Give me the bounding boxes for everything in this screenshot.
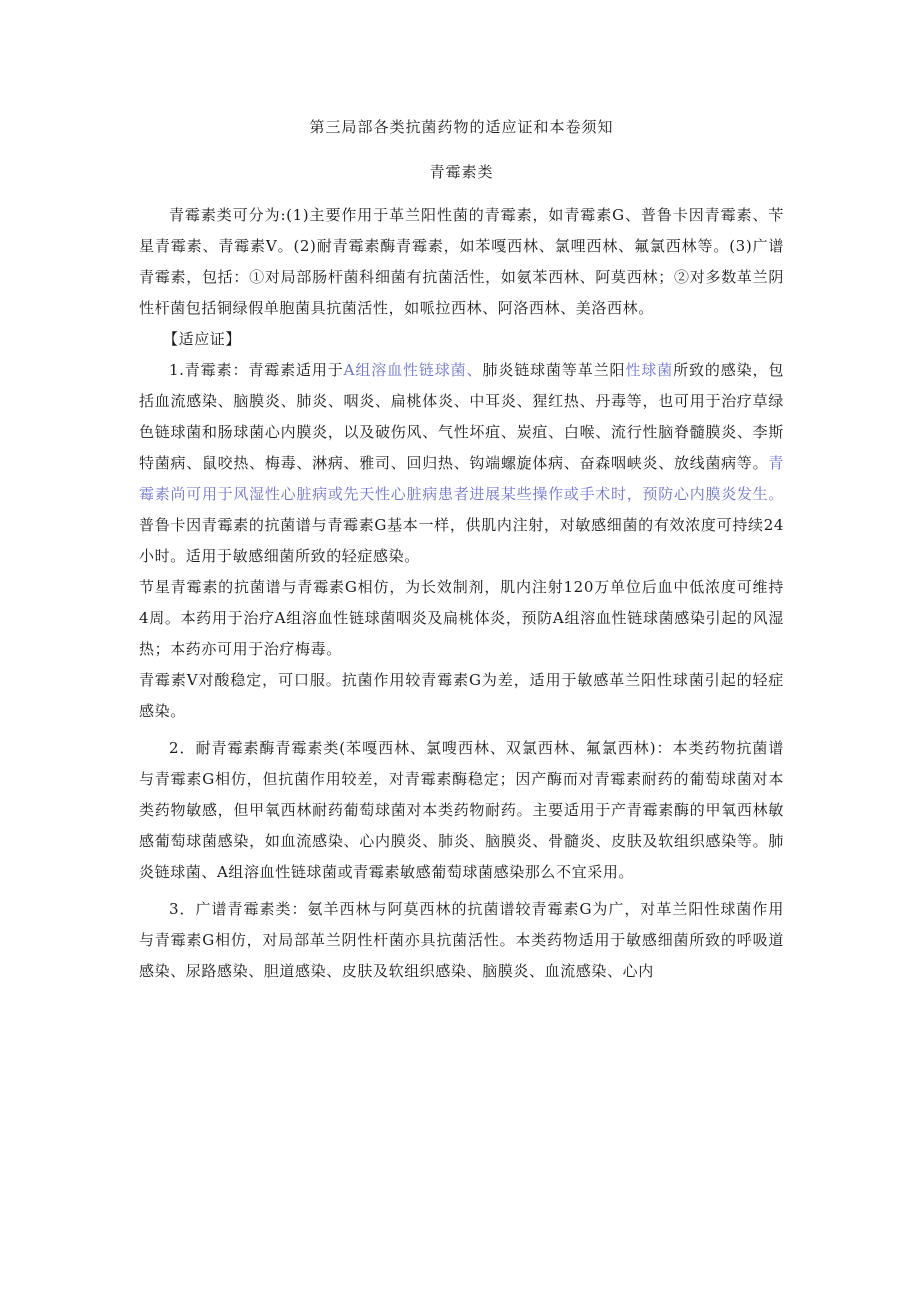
penicillin-text-e: 所致的感染，包括血流感染、脑膜炎、肺炎、咽炎、扁桃体炎、中耳炎、猩红热、丹毒等，也可用于治疗草绿色链球菌和肠球菌心内膜炎，以及破伤风、气性坏疽、炭疽、白喉、流行性脑脊髓膜炎、李斯特菌病、鼠咬热、梅毒、淋病、雅司、回归热、钩端螺旋体病、奋森咽峡炎、放线菌病等。 xyxy=(139,361,785,472)
broad-spectrum-paragraph: 3．广谱青霉素类：氨羊西林与阿莫西林的抗菌谱较青霉素G为广，对革兰阳性球菌作用与青霉素G相仿，对局部革兰阴性杆菌亦具抗菌活性。本类药物适用于敏感细菌所致的呼吸道感染、尿路感染、胆道感染、皮肤及软组织感染、脑膜炎、血流感染、心内 xyxy=(139,900,784,980)
document-body xyxy=(139,200,784,987)
highlight-group-a-strep: A组溶血性链球菌、 xyxy=(343,361,483,379)
penicillin-paragraph xyxy=(139,355,784,572)
penicillin-v-paragraph: 青霉素V对酸稳定，可口服。抗菌作用较青霉素G为差，适用于敏感革兰阳性球菌引起的轻症感染。 xyxy=(139,671,784,720)
highlight-endocarditis-prevention: 青霉素尚可用于风湿性心脏病或先天性心脏病患者进展某些操作或手术时，预防心内膜炎发生。 xyxy=(139,454,784,503)
penicillin-text-g: 普鲁卡因青霉素的抗菌谱与青霉素G基本一样，供肌内注射，对敏感细菌的有效浓度可持续24小时。适用于敏感细菌所致的轻症感染。 xyxy=(139,516,784,565)
penicillin-text-a: 1.青霉素：青霉素适用于 xyxy=(169,361,344,379)
intro-paragraph: 青霉素类可分为:(1)主要作用于革兰阳性菌的青霉素，如青霉素G、普鲁卡因青霉素、苄星青霉素、青霉素V。(2)耐青霉素酶青霉素，如苯嘎西林、氯哩西林、氟氯西林等。(3)广谱青霉素，包括：①对局部肠杆菌科细菌有抗菌活性，如氨苯西林、阿莫西林；②对多数革兰阴性杆菌包括铜绿假单胞菌具抗菌活性，如哌拉西林、阿洛西林、美洛西林。 xyxy=(139,206,784,317)
document-title: 第三局部各类抗菌药物的适应证和本卷须知 xyxy=(309,118,614,136)
indications-heading: 【适应证】 xyxy=(163,330,242,348)
benzathine-paragraph: 节星青霉素的抗菌谱与青霉素G相仿，为长效制剂，肌内注射120万单位后血中低浓度可维持4周。本药用于治疗A组溶血性链球菌咽炎及扁桃体炎，预防A组溶血性链球菌感染引起的风湿热；本药亦可用于治疗梅毒。 xyxy=(139,578,784,658)
section-title: 青霉素类 xyxy=(429,163,494,181)
penicillin-text-c: 肺炎链球菌等革兰阳 xyxy=(482,361,626,379)
highlight-cocci: 性球菌 xyxy=(625,361,674,379)
penicillinase-resistant-paragraph: 2．耐青霉素酶青霉素类(苯嘎西林、氯嗖西林、双氯西林、氟氯西林)：本类药物抗菌谱与青霉素G相仿，但抗菌作用较差，对青霉素酶稳定；因产酶而对青霉素耐药的葡萄球菌对本类药物敏感，但甲氧西林耐药葡萄球菌对本类药物耐药。主要适用于产青霉素酶的甲氧西林敏感葡萄球菌感染，如血流感染、心内膜炎、肺炎、脑膜炎、骨髓炎、皮肤及软组织感染等。肺炎链球菌、A组溶血性链球菌或青霉素敏感葡萄球菌感染那么不宜采用。 xyxy=(139,739,784,881)
